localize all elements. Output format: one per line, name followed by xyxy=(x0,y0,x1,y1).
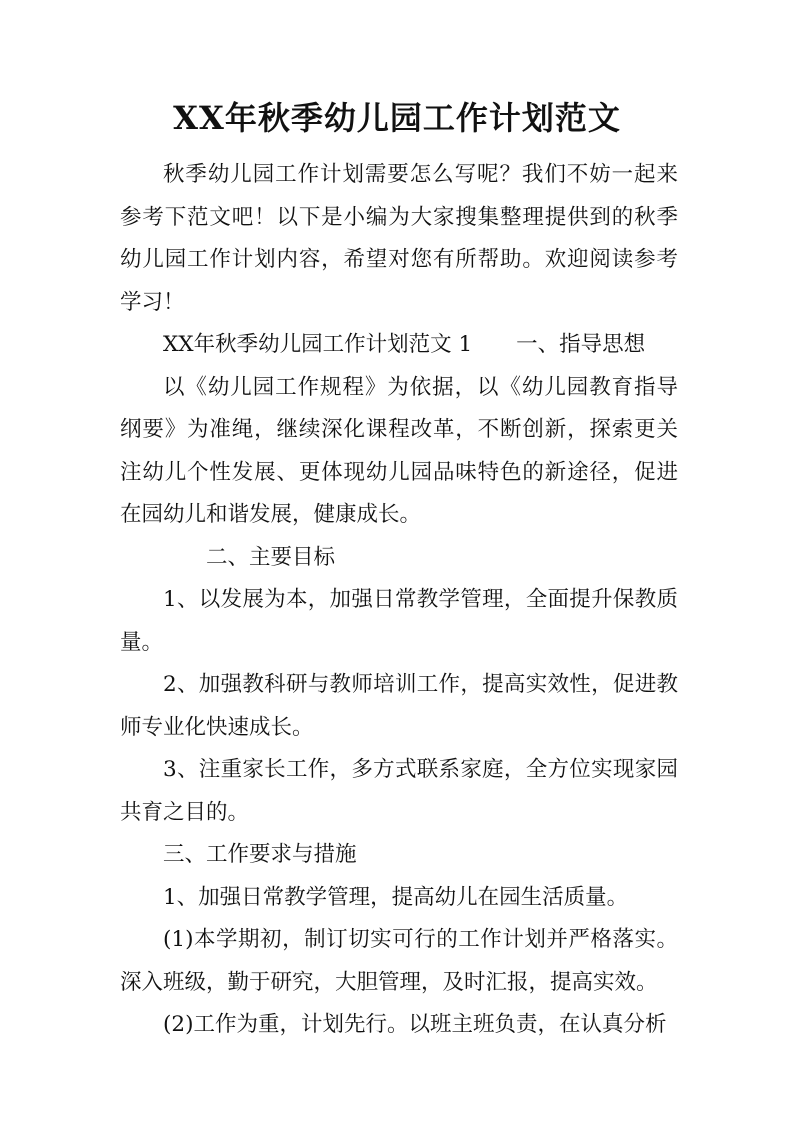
document-body xyxy=(120,154,678,1047)
section3-title: 三、工作要求与措施 xyxy=(163,842,357,867)
sample-heading-row xyxy=(120,324,678,367)
section1-title: 一、指导思想 xyxy=(516,332,646,357)
intro-paragraph: 秋季幼儿园工作计划需要怎么写呢？我们不妨一起来参考下范文吧！以下是小编为大家搜集整理提供到的秋季幼儿园工作计划内容，希望对您有所帮助。欢迎阅读参考学习！ xyxy=(120,162,678,315)
measure-item: (1)本学期初，制订切实可行的工作计划并严格落实。深入班级，勤于研究，大胆管理，及时汇报，提高实效。 xyxy=(120,927,678,995)
goal-item: 1、以发展为本，加强日常教学管理，全面提升保教质量。 xyxy=(120,587,678,655)
goal-item: 3、注重家长工作，多方式联系家庭，全方位实现家园共育之目的。 xyxy=(120,757,678,825)
goal-item: 2、加强教科研与教师培训工作，提高实效性，促进教师专业化快速成长。 xyxy=(120,672,678,740)
sample-heading: XX年秋季幼儿园工作计划范文 1 xyxy=(163,332,473,357)
section2-title: 二、主要目标 xyxy=(206,544,336,570)
measure1-title: 1、加强日常教学管理，提高幼儿在园生活质量。 xyxy=(163,884,629,910)
document-title: XX年秋季幼儿园工作计划范文 xyxy=(173,99,621,137)
measure-item: (2)工作为重，计划先行。以班主班负责，在认真分析 xyxy=(163,1012,667,1037)
section1-paragraph: 以《幼儿园工作规程》为依据，以《幼儿园教育指导纲要》为准绳，继续深化课程改革，不断创新，探索更关注幼儿个性发展、更体现幼儿园品味特色的新途径，促进在园幼儿和谐发展，健康成长。 xyxy=(120,374,678,527)
